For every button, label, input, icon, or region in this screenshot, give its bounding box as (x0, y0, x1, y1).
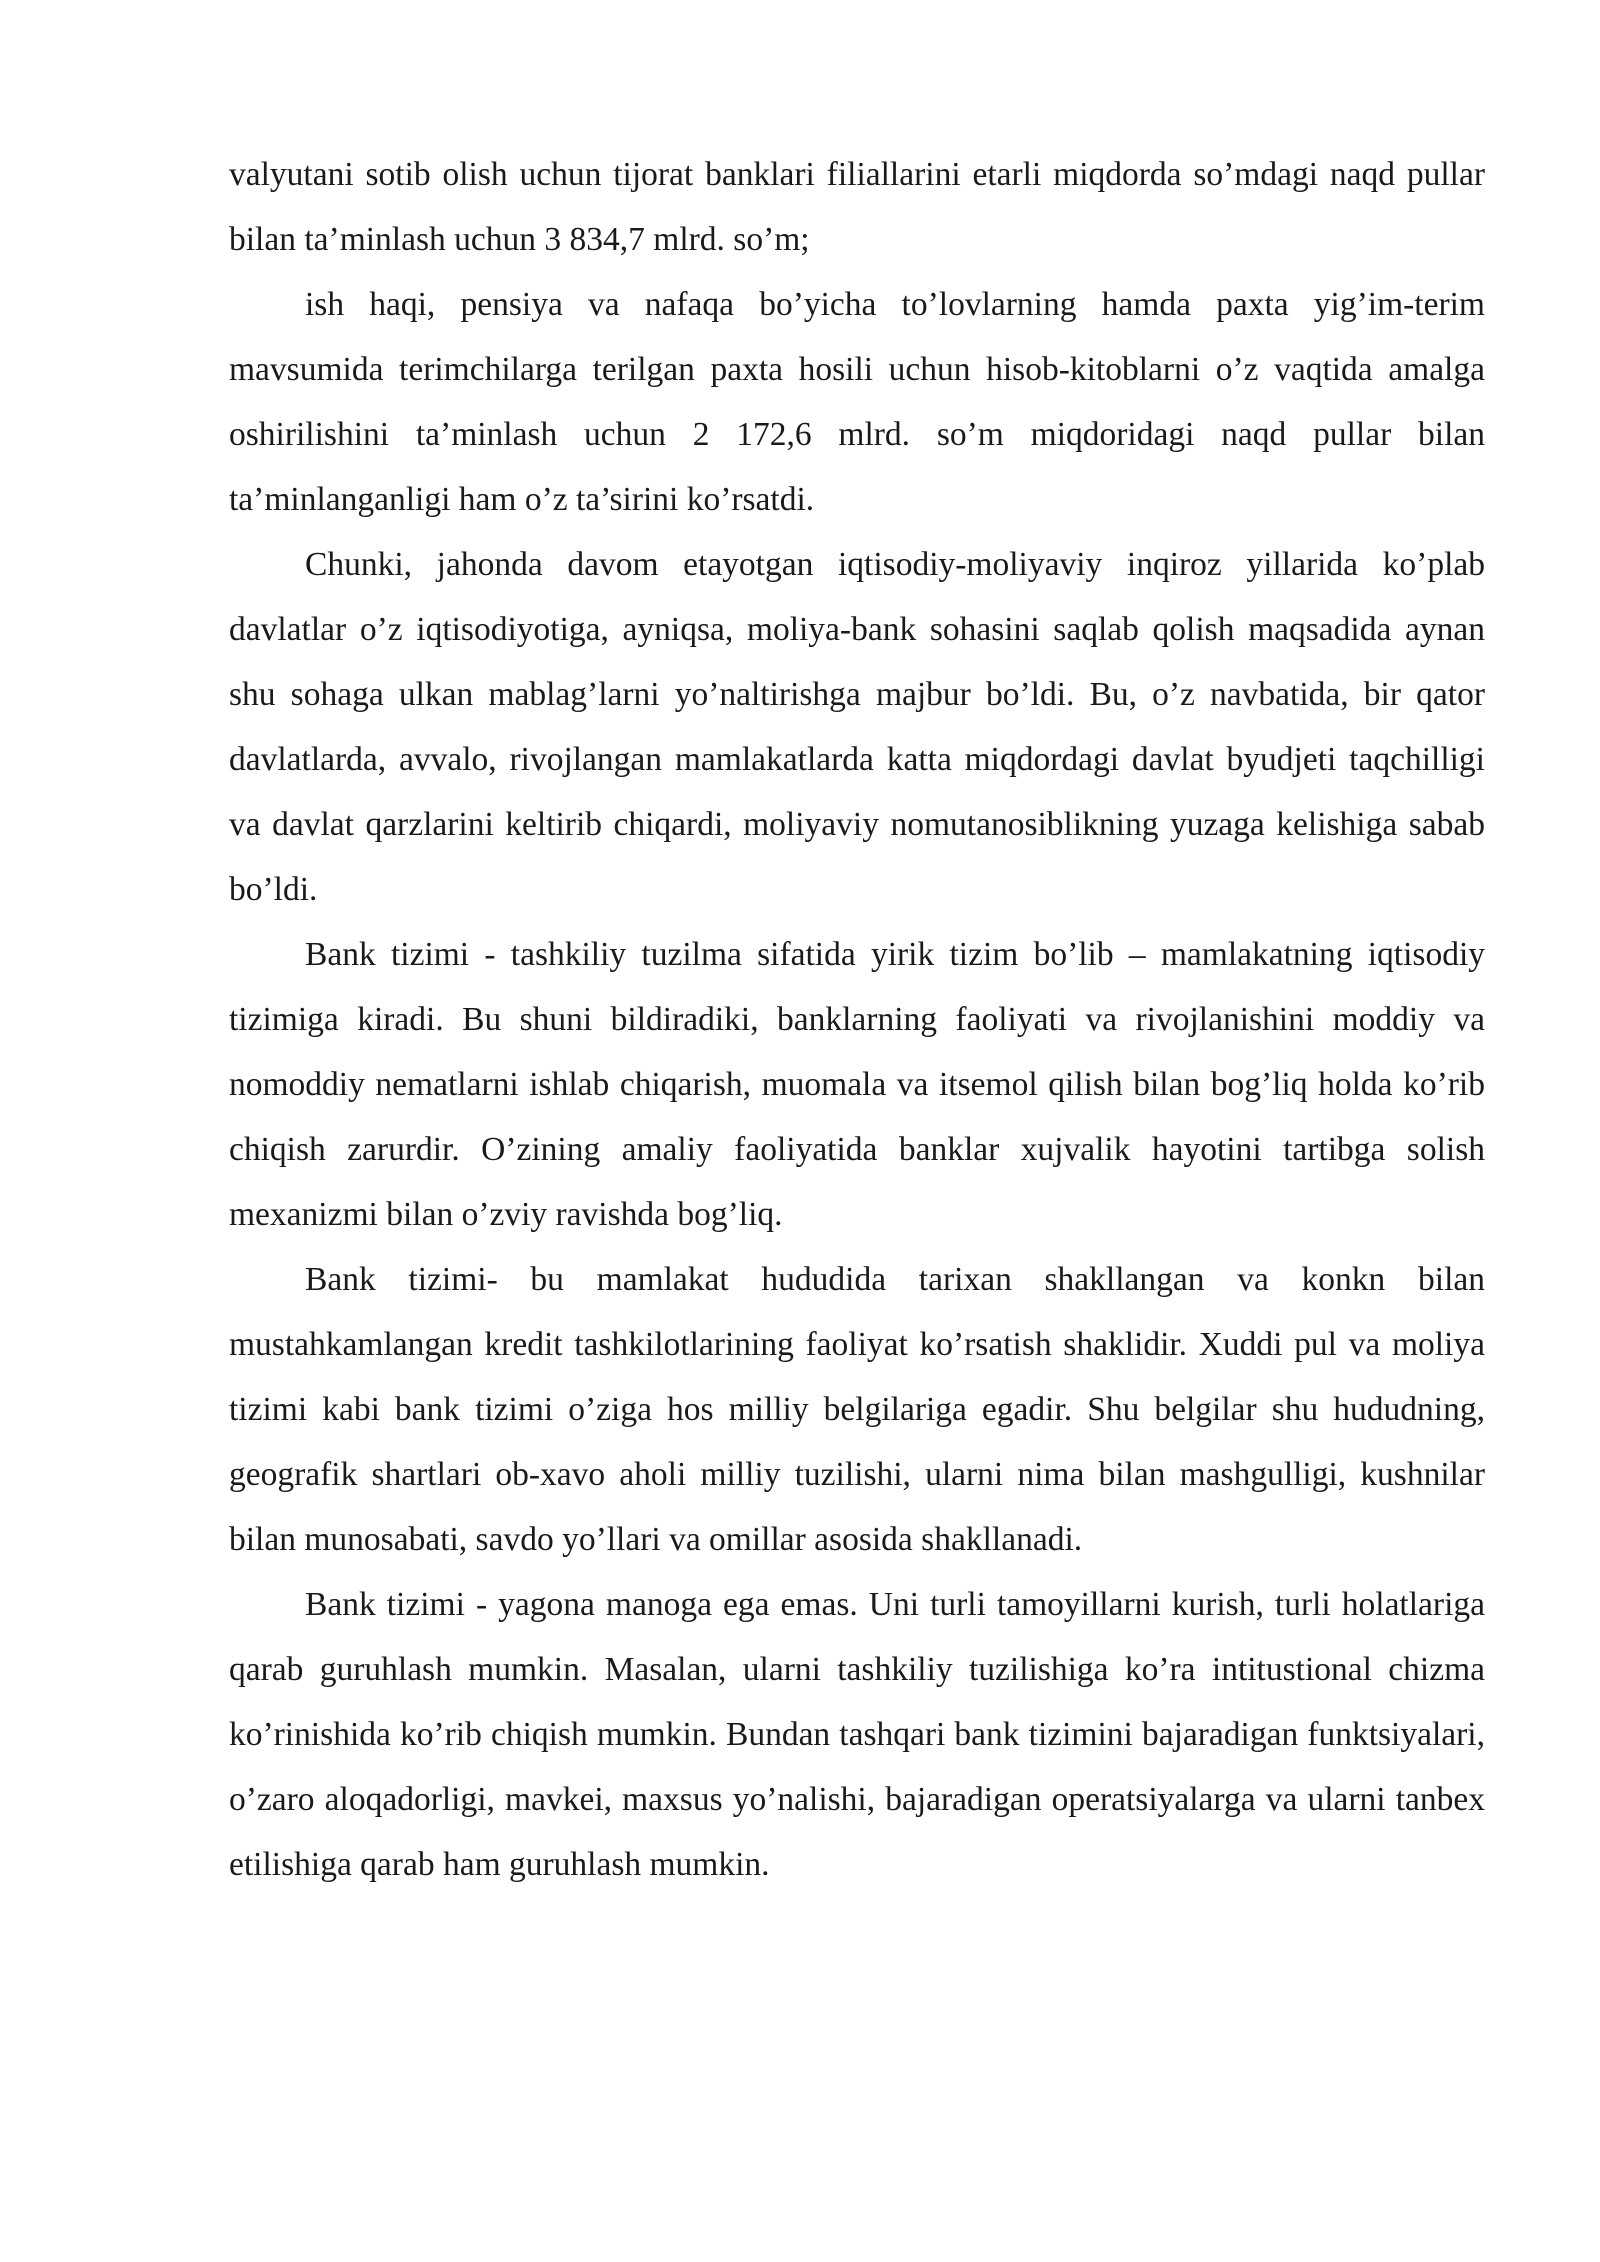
body-text (229, 142, 1485, 1897)
paragraph-cash-payments: ish haqi, pensiya va nafaqa bo’yicha to’lovlarning hamda paxta yig’im-terim mavsumida terimchilarga terilgan paxta hosili uchun hisob-kitoblarni o’z vaqtida amalga oshirilishini ta’minlash uchun 2 172,6 mlrd. so’m miqdoridagi naqd pullar bilan ta’minlanganligi ham o’z ta’sirini ko’rsatdi. (229, 286, 1485, 518)
paragraph-financial-crisis: Chunki, jahonda davom etayotgan iqtisodiy-moliyaviy inqiroz yillarida ko’plab davlatlar o’z iqtisodiyotiga, ayniqsa, moliya-bank sohasini saqlab qolish maqsadida aynan shu sohaga ulkan mablag’larni yo’naltirishga majbur bo’ldi. Bu, o’z navbatida, bir qator davlatlarda, avvalo, rivojlangan mamlakatlarda katta miqdordagi davlat byudjeti taqchilligi va davlat qarzlarini keltirib chiqardi, moliyaviy nomutanosiblikning yuzaga kelishiga sabab bo’ldi. (229, 546, 1485, 908)
paragraph-continuation: valyutani sotib olish uchun tijorat banklari filiallarini etarli miqdorda so’mdagi naqd pullar bilan ta’minlash uchun 3 834,7 mlrd. so’m; (229, 156, 1485, 258)
paragraph-bank-system-structure: Bank tizimi - tashkiliy tuzilma sifatida yirik tizim bo’lib – mamlakatning iqtisodiy tizimiga kiradi. Bu shuni bildiradiki, banklarning faoliyati va rivojlanishini moddiy va nomoddiy nematlarni ishlab chiqarish, muomala va itsemol qilish bilan bog’liq holda ko’rib chiqish zarurdir. O’zining amaliy faoliyatida banklar xujvalik hayotini tartibga solish mexanizmi bilan o’zviy ravishda bog’liq. (229, 936, 1485, 1233)
paragraph-bank-system-definition: Bank tizimi- bu mamlakat hududida tarixan shakllangan va konkn bilan mustahkamlangan kredit tashkilotlarining faoliyat ko’rsatish shaklidir. Xuddi pul va moliya tizimi kabi bank tizimi o’ziga hos milliy belgilariga egadir. Shu belgilar shu hududning, geografik shartlari ob-xavo aholi milliy tuzilishi, ularni nima bilan mashgulligi, kushnilar bilan munosabati, savdo yo’llari va omillar asosida shakllanadi. (229, 1261, 1485, 1558)
paragraph-bank-system-grouping: Bank tizimi - yagona manoga ega emas. Uni turli tamoyillarni kurish, turli holatlariga qarab guruhlash mumkin. Masalan, ularni tashkiliy tuzilishiga ko’ra intitustional chizma ko’rinishida ko’rib chiqish mumkin. Bundan tashqari bank tizimini bajaradigan funktsiyalari, o’zaro aloqadorligi, mavkei, maxsus yo’nalishi, bajaradigan operatsiyalarga va ularni tanbex etilishiga qarab ham guruhlash mumkin. (229, 1586, 1485, 1883)
